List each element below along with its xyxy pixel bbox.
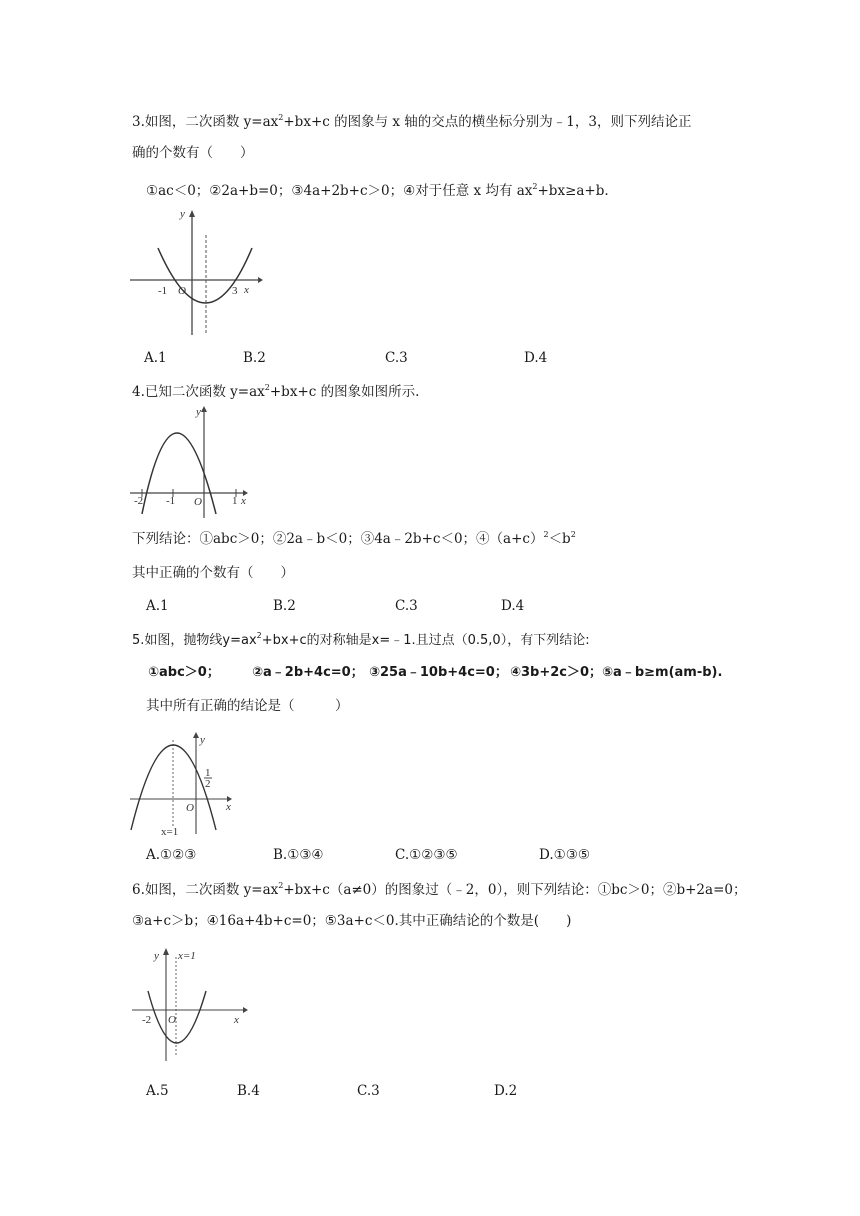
q6-option-a[interactable]: A.5 — [146, 1083, 169, 1099]
q3-option-c[interactable]: C.3 — [385, 350, 408, 366]
q4-stem: 4.已知二次函数 $y=ax^2+bx+c$ 的图象如图所示. — [132, 383, 420, 400]
q4-parabola-figure — [128, 404, 250, 522]
q5-fig-x-label: x — [226, 801, 231, 813]
q4-fig-origin-label: O — [194, 496, 202, 508]
q6-stem: 6.如图，二次函数 $y=ax^2+bx+c(a\ne 0)$的图象过（﹣2，0），则下列结论：①bc＞0；②b+2a=0； — [132, 881, 747, 898]
q5-fig-origin-label: O — [186, 802, 194, 814]
q3-stem-line2: 确的个数有（ ） — [132, 145, 254, 161]
q4-option-c[interactable]: C.3 — [395, 598, 418, 614]
q5-conclusion-1: ①abc＞0； — [148, 665, 220, 680]
q3-parabola-figure — [128, 205, 263, 340]
q6-stem-line2: ③a+c＞b；④16a+4b+c=0；⑤3a+c＜0.其中正确结论的个数是( ) — [132, 913, 572, 929]
q4-fig-neg1-label: -1 — [166, 495, 176, 507]
q3-fig-y-label: y — [180, 208, 185, 220]
q4-fig-x-label: x — [241, 495, 246, 507]
q5-option-c[interactable]: C.①②③⑤ — [395, 847, 458, 863]
q5-question: 其中所有正确的结论是（ ） — [146, 698, 349, 714]
q6-option-b[interactable]: B.4 — [237, 1083, 260, 1099]
q3-option-b[interactable]: B.2 — [243, 350, 266, 366]
q6-fig-y-label: y — [154, 950, 159, 962]
q3-fig-three-label: 3 — [232, 285, 238, 297]
q6-fig-origin-label: O — [168, 1014, 176, 1026]
q6-fig-x-label: x — [234, 1014, 239, 1026]
q5-fig-half-num: 1 — [205, 767, 211, 779]
q6-fig-axis-label: x=1 — [178, 950, 196, 962]
q5-conclusion-2: ②a﹣2b+4c=0； — [252, 665, 364, 680]
q6-option-c[interactable]: C.3 — [357, 1083, 380, 1099]
q4-fig-neg2-label: -2 — [134, 495, 144, 507]
q6-parabola-figure — [128, 945, 252, 1067]
q5-parabola-figure — [128, 730, 234, 838]
q3-conclusions: ①ac＜0；②2a+b=0；③4a+2b+c＞0；④对于任意 x 均有 $ax^2+bx\ge a+b$. — [146, 182, 609, 199]
q5-conclusion-3: ③25a﹣10b+4c=0； — [369, 665, 508, 680]
q5-option-b[interactable]: B.①③④ — [273, 847, 324, 863]
q4-option-a[interactable]: A.1 — [146, 598, 169, 614]
q5-fig-half-den: 2 — [205, 778, 211, 790]
q5-fig-y-label: y — [200, 734, 205, 746]
q3-fig-x-label: x — [244, 284, 249, 296]
q3-option-d[interactable]: D.4 — [524, 350, 548, 366]
q3-fig-origin-label: O — [178, 285, 186, 297]
q4-option-b[interactable]: B.2 — [273, 598, 296, 614]
q4-fig-y-label: y — [196, 406, 201, 418]
q3-option-a[interactable]: A.1 — [144, 350, 167, 366]
q5-fig-axis-label: x=1 — [161, 826, 179, 838]
q4-option-d[interactable]: D.4 — [501, 598, 525, 614]
q5-conclusion-4-5: ④3b+2c＞0；⑤a﹣b≥m(am-b). — [510, 665, 723, 680]
q5-stem: 5.如图，抛物线$y=ax^2+bx+c$的对称轴是x=﹣1.且过点（0.5,0），有下列结论: — [132, 631, 590, 648]
q6-option-d[interactable]: D.2 — [494, 1083, 518, 1099]
q4-conclusions: 下列结论：①abc＞0；②2a﹣b＜0；③4a﹣2b+c＜0；$④(a+c)^2<b^2$ — [132, 530, 576, 547]
q5-option-d[interactable]: D.①③⑤ — [539, 847, 590, 863]
q3-fig-neg1-label: -1 — [158, 285, 168, 297]
q4-fig-one-label: 1 — [232, 495, 238, 507]
q5-option-a[interactable]: A.①②③ — [146, 847, 197, 863]
q4-question: 其中正确的个数有（ ） — [132, 565, 294, 581]
q3-stem: 3.如图，二次函数 $y=ax^2+bx+c$ 的图象与 x 轴的交点的横坐标分别为﹣1，3，则下列结论正 — [132, 113, 692, 130]
q6-fig-neg2-label: -2 — [142, 1014, 152, 1026]
